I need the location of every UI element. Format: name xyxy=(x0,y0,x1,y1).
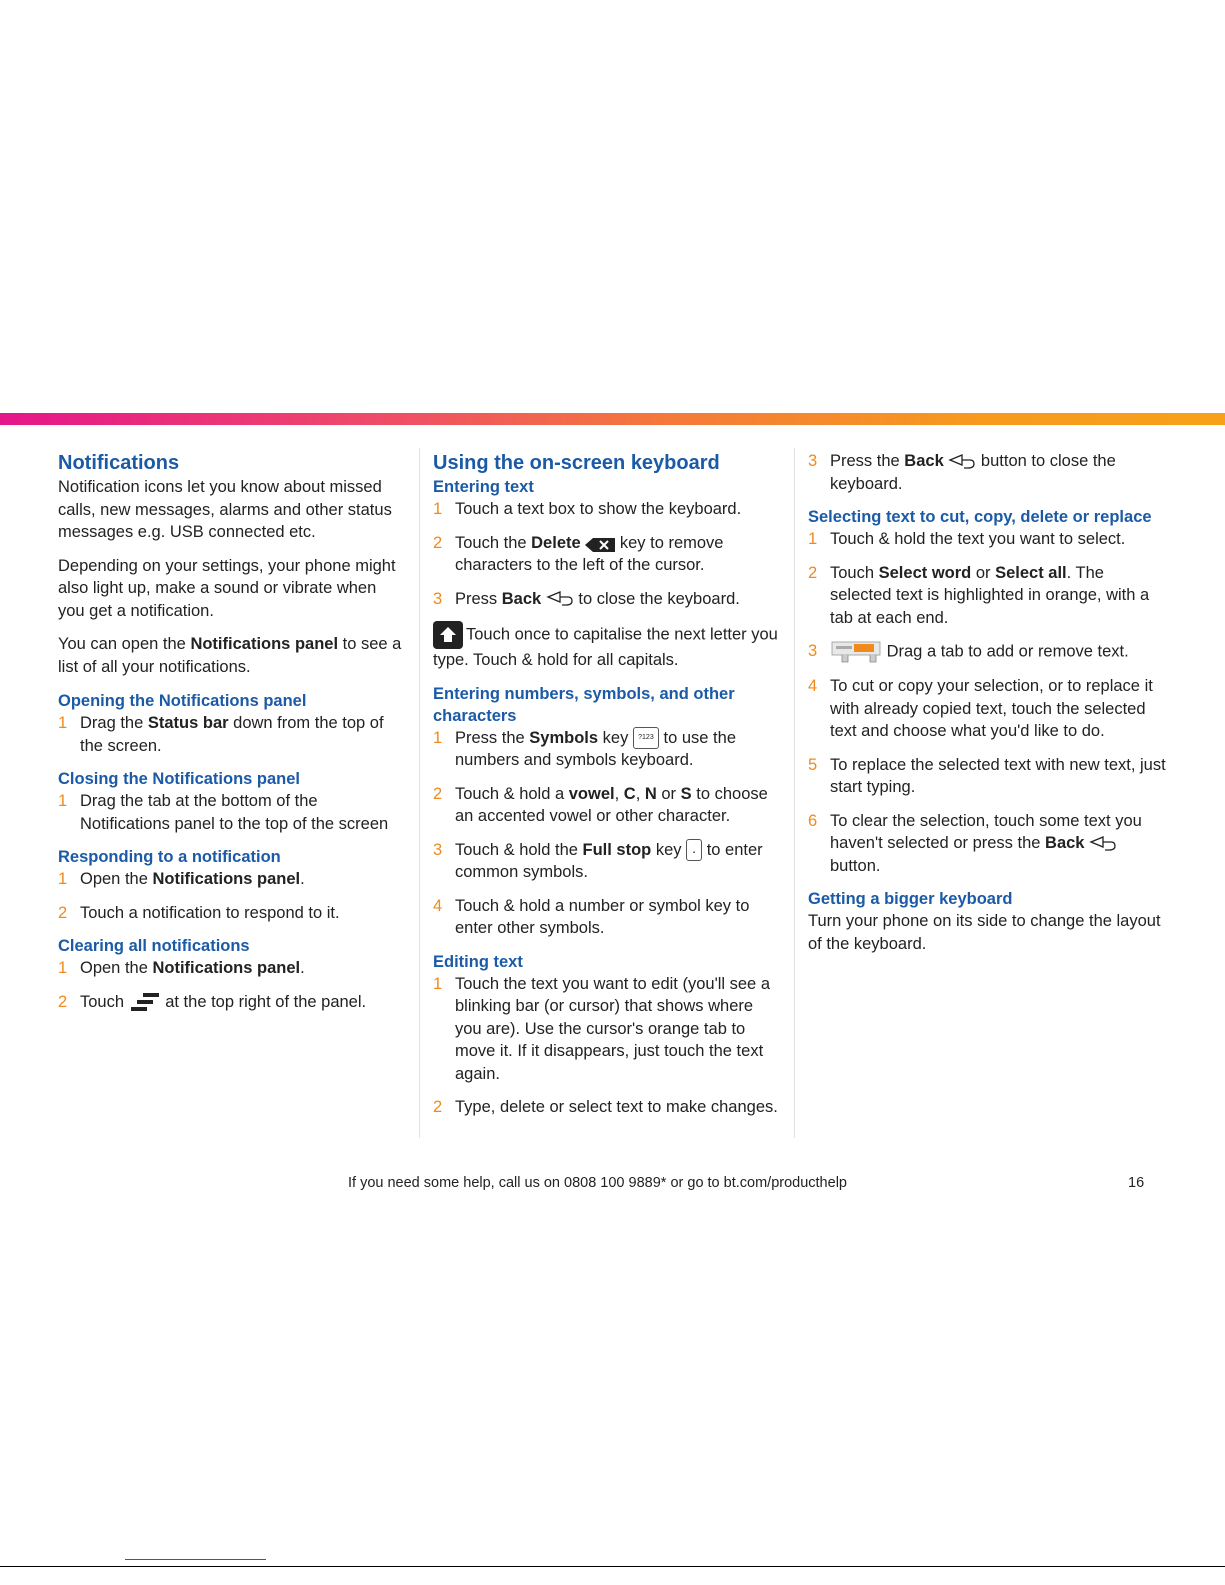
step-number: 1 xyxy=(433,974,443,993)
step-number: 3 xyxy=(433,840,443,859)
shift-key-icon xyxy=(433,621,463,649)
step-number: 3 xyxy=(433,589,443,608)
step-text: Touch a text box to show the keyboard. xyxy=(455,500,742,518)
editing-text-title: Editing text xyxy=(433,952,523,971)
step-item xyxy=(58,902,403,925)
symbols-key-icon: ?123 xyxy=(633,727,659,749)
step-item xyxy=(808,675,1168,743)
step-item xyxy=(58,957,403,980)
step-item xyxy=(808,640,1168,664)
step-number: 2 xyxy=(433,784,443,803)
shift-key-text: Touch once to capitalise the next letter you type. Touch & hold for all capitals. xyxy=(433,621,783,672)
step-item xyxy=(433,839,783,884)
step-item xyxy=(433,973,783,1086)
step-text: Press Back to close the keyboard. xyxy=(455,589,740,608)
step-number: 5 xyxy=(808,755,818,774)
clearing-section xyxy=(58,935,403,1013)
step-number: 1 xyxy=(808,530,818,548)
help-text: If you need some help, call us on 0808 100 9889* or go to bt.com/producthelp xyxy=(348,1175,847,1191)
step-text: Touch a notification to respond to it. xyxy=(80,903,340,922)
step-item xyxy=(433,588,783,611)
entering-text-title: Entering text xyxy=(433,478,534,496)
step-text: Touch & hold the Full stop key . to enter common symbols. xyxy=(455,840,763,882)
step-item xyxy=(58,991,403,1014)
keyboard-column xyxy=(433,450,783,1130)
closing-section xyxy=(58,768,403,835)
selection-tab-icon xyxy=(830,640,882,664)
step-item xyxy=(808,562,1168,630)
responding-section xyxy=(58,846,403,924)
step-number: 4 xyxy=(433,896,443,915)
closing-title: Closing the Notifications panel xyxy=(58,770,301,788)
delete-key-icon xyxy=(585,536,615,550)
selecting-column xyxy=(808,450,1168,966)
step-item xyxy=(808,754,1168,799)
step-number: 1 xyxy=(58,714,68,732)
step-item xyxy=(808,450,1168,495)
step-item xyxy=(433,895,783,940)
step-text: To cut or copy your selection, or to replace it with already copied text, touch the selected text and choose what you'd like to do. xyxy=(830,677,1153,740)
step-number: 3 xyxy=(808,642,818,660)
step-item xyxy=(58,868,403,891)
step-text: To clear the selection, touch some text you haven't selected or press the Back button. xyxy=(830,811,1142,875)
step-number: 1 xyxy=(58,959,68,977)
notifications-intro: Notification icons let you know about missed calls, new messages, alarms and other status messages e.g. USB connected etc. xyxy=(58,478,392,541)
step-number: 1 xyxy=(433,500,443,518)
step-text: Drag the tab at the bottom of the Notifications panel to the top of the screen xyxy=(80,792,389,833)
step-text: Drag the Status bar down from the top of the screen. xyxy=(80,714,384,755)
clear-all-icon xyxy=(129,992,161,1012)
numbers-symbols-title: Entering numbers, symbols, and other characters xyxy=(433,684,735,725)
step-text: Type, delete or select text to make changes. xyxy=(455,1098,778,1117)
clearing-title: Clearing all notifications xyxy=(58,937,250,955)
step-text: To replace the selected text with new text, just start typing. xyxy=(830,755,1166,796)
step-number: 4 xyxy=(808,677,818,695)
step-number: 2 xyxy=(58,992,68,1011)
column-divider xyxy=(419,448,420,1138)
responding-title: Responding to a notification xyxy=(58,848,281,866)
bottom-rule xyxy=(0,1566,1225,1567)
step-text: Touch Select word or Select all. The selected text is highlighted in orange, with a tab at each end. xyxy=(830,563,1150,627)
step-number: 2 xyxy=(808,563,818,582)
opening-title: Opening the Notifications panel xyxy=(58,692,307,710)
step-text: Touch the Delete key to remove characters to the left of the cursor. xyxy=(455,533,724,574)
step-text: Touch & hold a number or symbol key to enter other symbols. xyxy=(455,896,750,938)
notifications-settings-text: Depending on your settings, your phone might also light up, make a sound or vibrate when you get a notification. xyxy=(58,556,396,620)
step-number: 3 xyxy=(808,452,818,470)
step-item xyxy=(433,783,783,828)
step-number: 2 xyxy=(433,533,443,552)
step-item xyxy=(808,810,1168,878)
step-number: 6 xyxy=(808,811,818,830)
step-item xyxy=(58,712,403,757)
step-text: Touch the text you want to edit (you'll see a blinking bar (or cursor) that shows where you are). Use the cursor's orange tab to move it. If it disappears, just touch the text again. xyxy=(455,974,770,1083)
bottom-link-underline xyxy=(125,1559,266,1560)
notifications-title: Notifications xyxy=(58,452,180,474)
step-item xyxy=(58,790,403,835)
selecting-title: Selecting text to cut, copy, delete or replace xyxy=(808,508,1152,526)
page-number: 16 xyxy=(1128,1175,1145,1191)
step-text: Touch & hold the text you want to select. xyxy=(830,530,1126,548)
step-text: Press the Symbols key ?123 to use the numbers and symbols keyboard. xyxy=(455,728,736,770)
step-number: 1 xyxy=(58,870,68,888)
back-icon xyxy=(1089,836,1117,852)
header-gradient-bar xyxy=(0,413,1225,425)
step-number: 1 xyxy=(58,792,68,810)
step-item xyxy=(433,1096,783,1119)
notifications-panel-text: You can open the Notifications panel to see a list of all your notifications. xyxy=(58,635,402,676)
keyboard-title: Using the on-screen keyboard xyxy=(433,452,720,474)
notifications-column xyxy=(58,450,403,1024)
step-number: 2 xyxy=(433,1098,443,1117)
step-item xyxy=(433,498,783,521)
bigger-keyboard-text: Turn your phone on its side to change the layout of the keyboard. xyxy=(808,912,1161,953)
step-text: Touch & hold a vowel, C, N or S to choose an accented vowel or other character. xyxy=(455,784,768,826)
step-text: Drag a tab to add or remove text. xyxy=(830,640,1129,664)
bigger-keyboard-title: Getting a bigger keyboard xyxy=(808,890,1013,908)
step-item xyxy=(433,532,783,577)
opening-section xyxy=(58,690,403,757)
step-item xyxy=(433,727,783,772)
step-number: 2 xyxy=(58,903,68,922)
back-icon xyxy=(948,454,976,470)
step-number: 1 xyxy=(433,728,443,747)
step-text: Touch at the top right of the panel. xyxy=(80,992,367,1011)
full-stop-key-icon: . xyxy=(686,839,702,861)
step-text: Open the Notifications panel. xyxy=(80,959,305,977)
column-divider xyxy=(794,448,795,1138)
step-text: Press the Back button to close the keyboard. xyxy=(830,452,1116,493)
step-text: Open the Notifications panel. xyxy=(80,870,305,888)
step-item xyxy=(808,528,1168,551)
back-icon xyxy=(546,591,574,607)
